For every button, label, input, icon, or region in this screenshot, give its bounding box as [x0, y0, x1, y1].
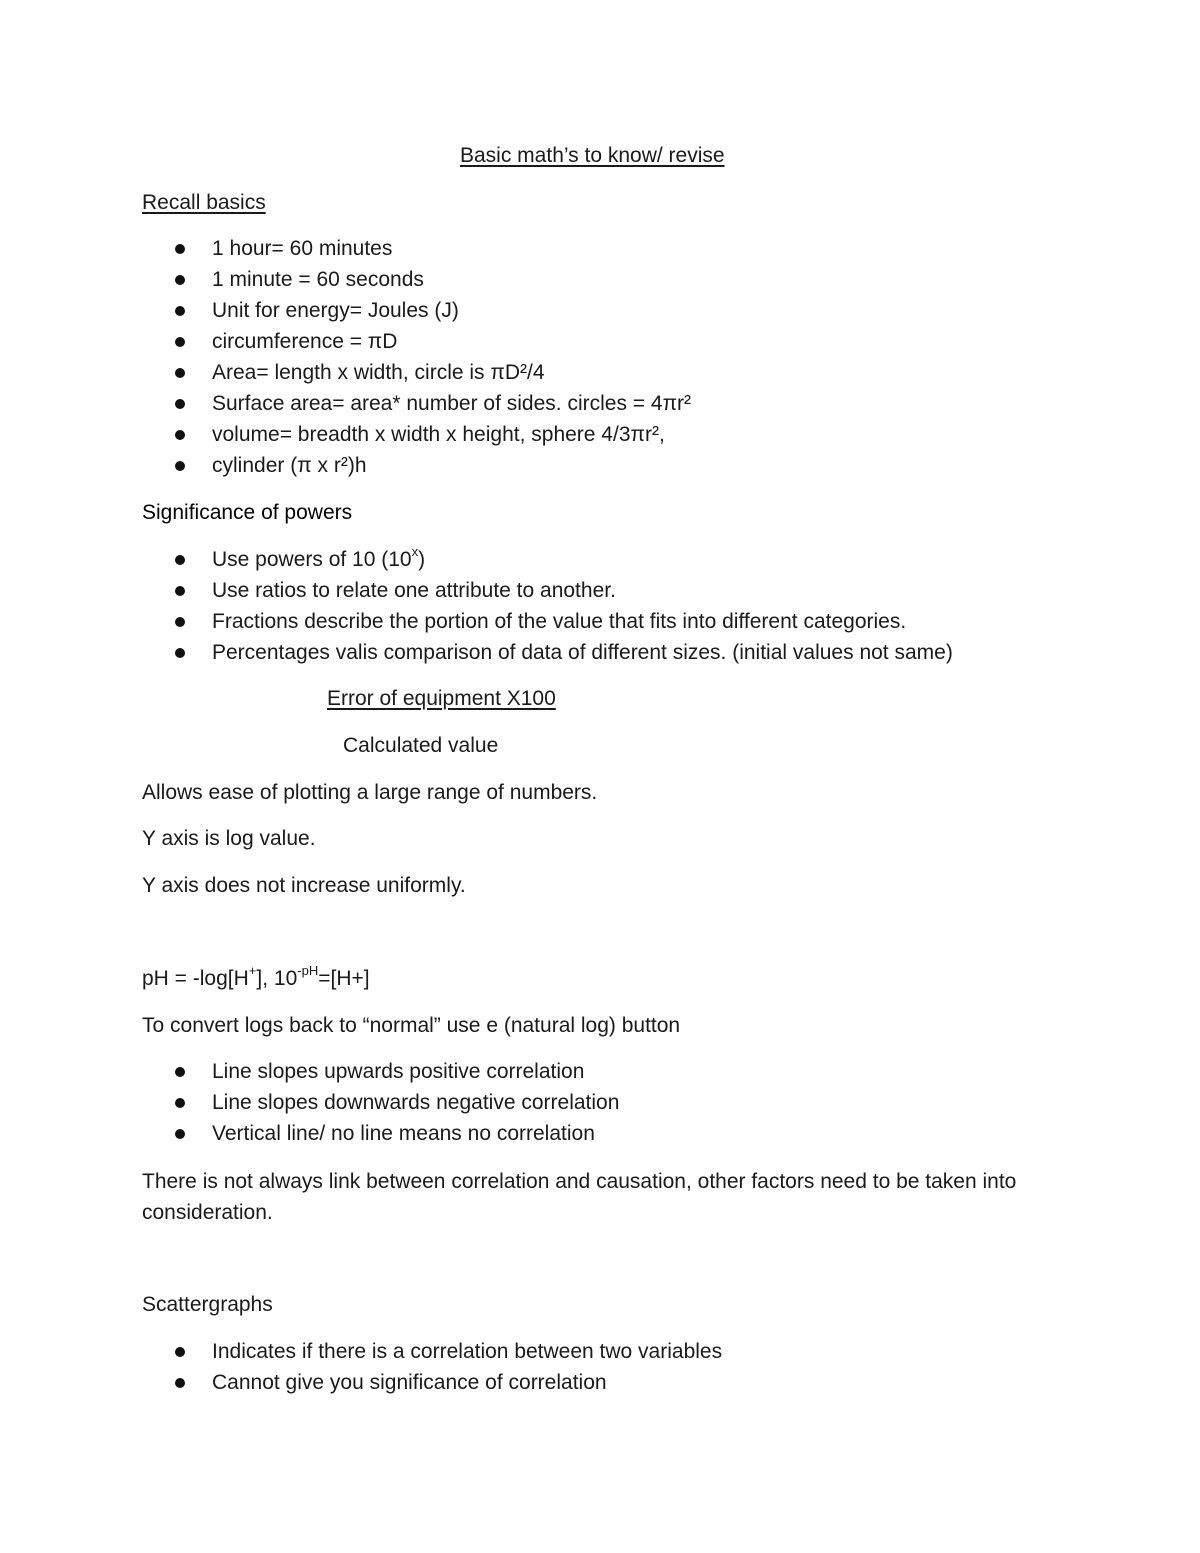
- bullet-icon: [175, 430, 185, 440]
- convert-note: To convert logs back to “normal” use e (natural log) button: [142, 1014, 681, 1037]
- bullet-icon: [175, 368, 185, 378]
- bullet-icon: [175, 461, 185, 471]
- list-item: Indicates if there is a correlation between two variables: [212, 1340, 723, 1363]
- log-note: Y axis is log value.: [142, 827, 316, 850]
- list-item: circumference = πD: [212, 330, 398, 353]
- document-title: Basic math’s to know/ revise: [460, 144, 725, 167]
- list-item: Area= length x width, circle is πD²/4: [212, 361, 545, 384]
- list-item: cylinder (π x r²)h: [212, 454, 367, 477]
- list-item: Surface area= area* number of sides. circles = 4πr²: [212, 392, 692, 415]
- causation-note: There is not always link between correlation and causation, other factors need to be taken into consideration.: [142, 1170, 1017, 1224]
- bullet-icon: [175, 617, 185, 627]
- bullet-icon: [175, 1067, 185, 1077]
- list-item: [212, 544, 426, 573]
- log-note: Allows ease of plotting a large range of numbers.: [142, 781, 598, 804]
- formula-denominator: Calculated value: [343, 734, 499, 757]
- bullet-icon: [175, 555, 185, 565]
- powers-heading: Significance of powers: [142, 501, 353, 524]
- list-item: Line slopes downwards negative correlation: [212, 1091, 620, 1114]
- ph-formula: [142, 963, 370, 992]
- exponent: +: [248, 963, 257, 978]
- ph-text: pH = -log[H: [142, 967, 249, 990]
- recall-heading: Recall basics: [142, 191, 266, 214]
- formula-numerator: Error of equipment X100: [327, 687, 556, 710]
- list-item: Unit for energy= Joules (J): [212, 299, 459, 322]
- bullet-icon: [175, 1347, 185, 1357]
- bullet-icon: [175, 337, 185, 347]
- list-item: Fractions describe the portion of the value that fits into different categories.: [212, 610, 907, 633]
- bullet-icon: [175, 1098, 185, 1108]
- list-item: 1 minute = 60 seconds: [212, 268, 424, 291]
- list-item: Vertical line/ no line means no correlation: [212, 1122, 595, 1145]
- powers-item-text: Use powers of 10 (10: [212, 548, 412, 571]
- scatter-heading: Scattergraphs: [142, 1293, 273, 1316]
- bullet-icon: [175, 1378, 185, 1388]
- bullet-icon: [175, 648, 185, 658]
- bullet-icon: [175, 306, 185, 316]
- list-item: Line slopes upwards positive correlation: [212, 1060, 585, 1083]
- ph-text: =[H+]: [318, 967, 370, 990]
- bullet-icon: [175, 275, 185, 285]
- bullet-icon: [175, 399, 185, 409]
- exponent: x: [411, 544, 419, 559]
- list-item: Use ratios to relate one attribute to another.: [212, 579, 616, 602]
- bullet-icon: [175, 1129, 185, 1139]
- powers-item-text: ): [418, 548, 426, 571]
- bullet-icon: [175, 244, 185, 254]
- list-item: volume= breadth x width x height, sphere 4/3πr²,: [212, 423, 665, 446]
- list-item: Percentages valis comparison of data of different sizes. (initial values not same): [212, 641, 953, 664]
- ph-text: ], 10: [256, 967, 298, 990]
- list-item: Cannot give you significance of correlation: [212, 1371, 607, 1394]
- list-item: 1 hour= 60 minutes: [212, 237, 393, 260]
- log-note: Y axis does not increase uniformly.: [142, 874, 466, 897]
- bullet-icon: [175, 586, 185, 596]
- exponent: -pH: [297, 963, 319, 978]
